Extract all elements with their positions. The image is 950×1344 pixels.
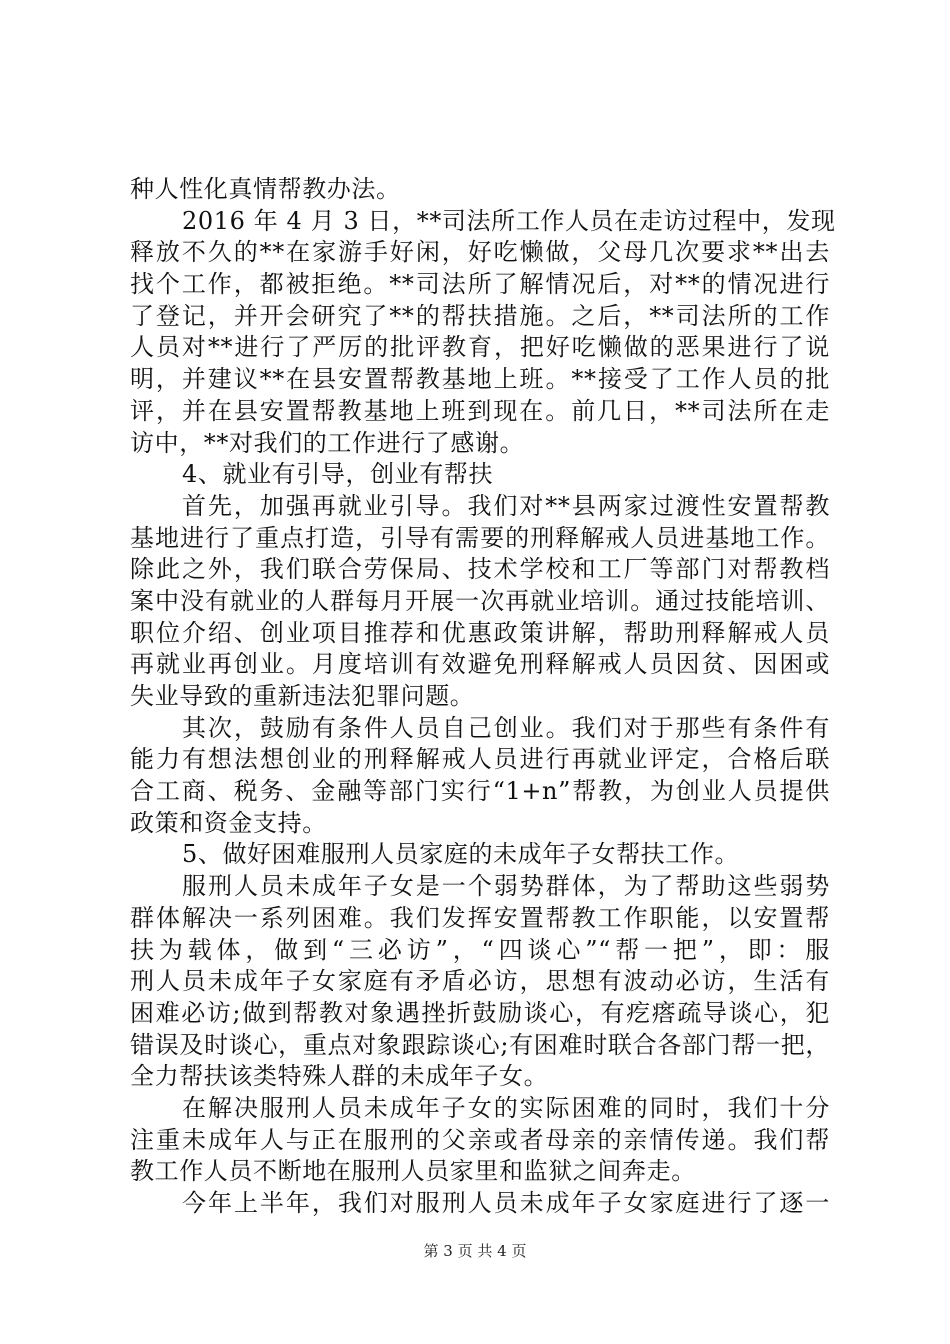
text-line: 人员对**进行了严厉的批评教育，把好吃懒做的恶果进行了说 (130, 333, 830, 362)
text-line: 释放不久的**在家游手好闲，好吃懒做，父母几次要求**出去 (130, 238, 830, 267)
body-text (130, 174, 836, 1220)
text-line: 全力帮扶该类特殊人群的未成年子女。 (130, 1062, 549, 1091)
text-line: 种人性化真情帮教办法。 (130, 175, 401, 203)
text-line: 群体解决一系列困难。我们发挥安置帮教工作职能，以安置帮 (130, 903, 830, 932)
text-line: 合工商、税务、金融等部门实行“1+n”帮教，为创业人员提供 (130, 777, 830, 806)
text-line: 今年上半年，我们对服刑人员未成年子女家庭进行了逐一 (182, 1189, 830, 1217)
text-line: 政策和资金支持。 (130, 808, 327, 837)
text-line: 首先，加强再就业引导。我们对**县两家过渡性安置帮教 (182, 491, 830, 520)
text-line: 评，并在县安置帮教基地上班到现在。前几日，**司法所在走 (130, 396, 830, 425)
text-line: 困难必访;做到帮教对象遇挫折鼓励谈心，有疙瘩疏导谈心，犯 (130, 998, 830, 1027)
text-line: 除此之外，我们联合劳保局、技术学校和工厂等部门对帮教档 (130, 555, 830, 584)
page-footer: 第 3 页 共 4 页 (423, 1242, 527, 1260)
text-line: 了登记，并开会研究了**的帮扶措施。之后，**司法所的工作 (130, 301, 830, 330)
text-line: 扶为载体，做到“三必访”，“四谈心”“帮一把”，即：服 (130, 935, 830, 964)
text-line: 再就业再创业。月度培训有效避免刑释解戒人员因贫、因困或 (130, 650, 830, 679)
text-line: 访中，**对我们的工作进行了感谢。 (130, 428, 525, 457)
text-line: 4、就业有引导，创业有帮扶 (182, 460, 494, 489)
text-line: 5、做好困难服刑人员家庭的未成年子女帮扶工作。 (182, 840, 740, 869)
text-line: 职位介绍、创业项目推荐和优惠政策讲解，帮助刑释解戒人员 (130, 618, 830, 647)
text-line: 服刑人员未成年子女是一个弱势群体，为了帮助这些弱势 (182, 872, 830, 901)
text-line: 教工作人员不断地在服刑人员家里和监狱之间奔走。 (130, 1157, 696, 1186)
text-line: 失业导致的重新违法犯罪问题。 (130, 682, 475, 710)
text-line: 在解决服刑人员未成年子女的实际困难的同时，我们十分 (182, 1093, 830, 1122)
text-line: 能力有想法想创业的刑释解戒人员进行再就业评定，合格后联 (130, 745, 830, 774)
text-line: 错误及时谈心，重点对象跟踪谈心;有困难时联合各部门帮一把， (130, 1030, 830, 1059)
text-line: 其次，鼓励有条件人员自己创业。我们对于那些有条件有 (182, 713, 830, 742)
text-line: 找个工作，都被拒绝。**司法所了解情况后，对**的情况进行 (130, 270, 830, 299)
text-line: 基地进行了重点打造，引导有需要的刑释解戒人员进基地工作。 (130, 523, 830, 552)
text-line: 明，并建议**在县安置帮教基地上班。**接受了工作人员的批 (130, 365, 830, 394)
text-line: 刑人员未成年子女家庭有矛盾必访，思想有波动必访，生活有 (130, 967, 830, 996)
text-line: 2016 年 4 月 3 日，**司法所工作人员在走访过程中，发现 (182, 206, 836, 235)
text-line: 注重未成年人与正在服刑的父亲或者母亲的亲情传递。我们帮 (130, 1125, 830, 1154)
text-line: 案中没有就业的人群每月开展一次再就业培训。通过技能培训、 (130, 586, 830, 615)
